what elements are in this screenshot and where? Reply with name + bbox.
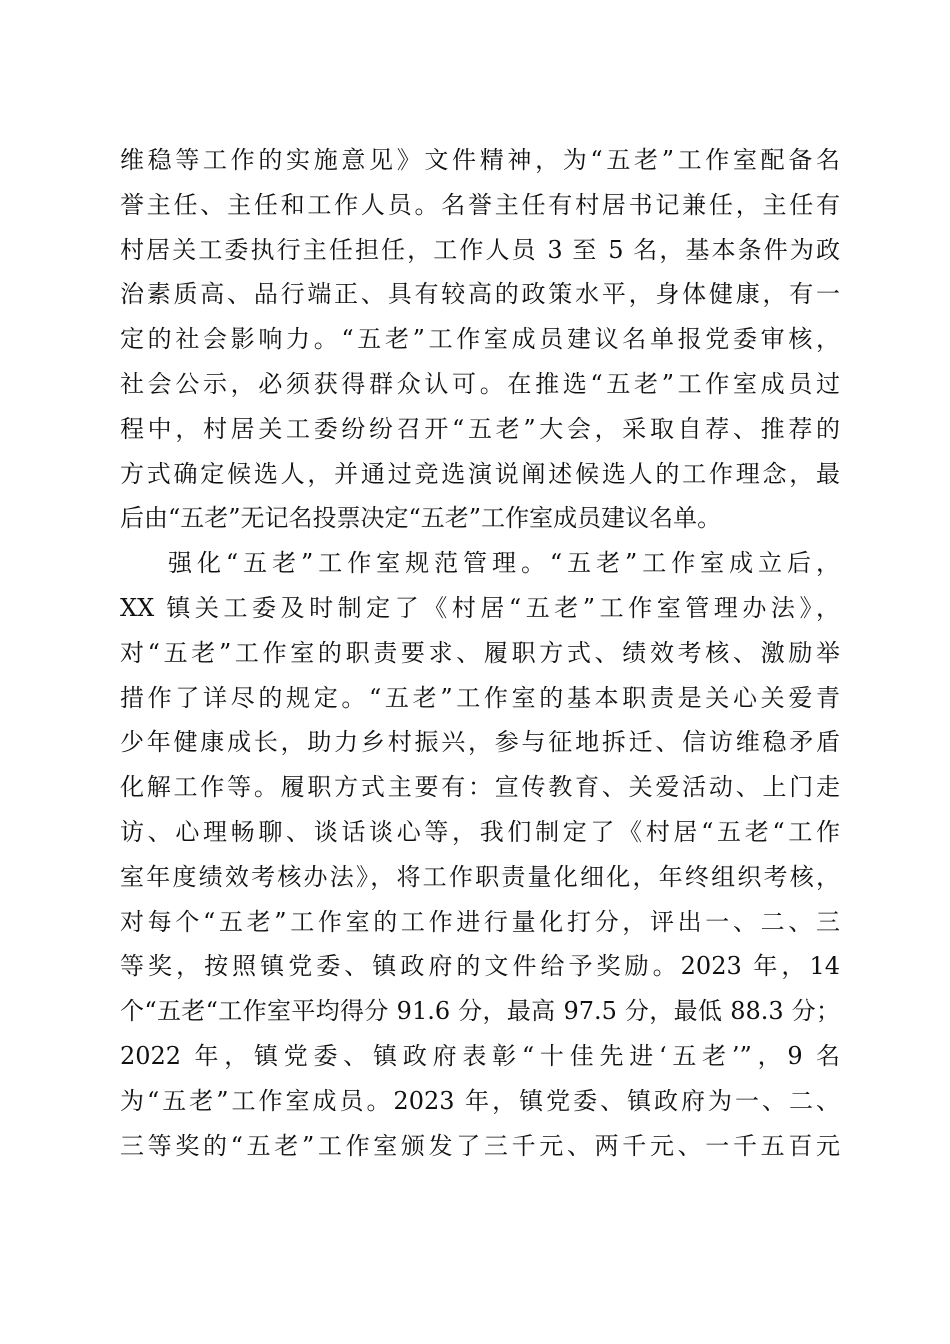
text-line: 维稳等工作的实施意见》文件精神，为“五老”工作室配备名 (120, 146, 840, 174)
text-line: XX 镇关工委及时制定了《村居“五老”工作室管理办法》， (120, 593, 840, 622)
text-line: 对“五老”工作室的职责要求、履职方式、绩效考核、激励举 (120, 638, 840, 667)
text-line: 方式确定候选人，并通过竞选演说阐述候选人的工作理念，最 (120, 459, 840, 488)
text-line: 2022 年，镇党委、镇政府表彰“十佳先进‘五老’”，9 名 (120, 1041, 840, 1070)
text-line: 誉主任、主任和工作人员。名誉主任有村居书记兼任，主任有 (120, 190, 840, 219)
paragraph-first-line: 强化“五老”工作室规范管理。“五老”工作室成立后， (168, 549, 840, 578)
text-line: 后由“五老”无记名投票决定“五老”工作室成员建议名单。 (120, 504, 722, 533)
text-line: 少年健康成长，助力乡村振兴，参与征地拆迁、信访维稳矛盾 (120, 728, 840, 757)
text-line: 社会公示，必须获得群众认可。在推选“五老”工作室成员过 (120, 369, 840, 398)
text-line: 等奖，按照镇党委、镇政府的文件给予奖励。2023 年，14 (120, 952, 840, 981)
text-line: 三等奖的“五老”工作室颁发了三千元、两千元、一千五百元 (120, 1131, 840, 1160)
text-line: 定的社会影响力。“五老”工作室成员建议名单报党委审核， (120, 325, 840, 354)
text-line: 访、心理畅聊、谈话谈心等，我们制定了《村居“五老“工作 (120, 817, 840, 846)
text-line: 措作了详尽的规定。“五老”工作室的基本职责是关心关爱青 (120, 683, 840, 712)
text-line: 为“五老”工作室成员。2023 年，镇党委、镇政府为一、二、 (120, 1086, 840, 1115)
text-line: 村居关工委执行主任担任，工作人员 3 至 5 名，基本条件为政 (120, 235, 840, 264)
text-line: 治素质高、品行端正、具有较高的政策水平，身体健康，有一 (120, 280, 840, 309)
text-line: 室年度绩效考核办法》，将工作职责量化细化，年终组织考核， (120, 862, 840, 891)
text-line: 个“五老“工作室平均得分 91.6 分，最高 97.5 分，最低 88.3 分； (120, 997, 840, 1026)
text-line: 对每个“五老”工作室的工作进行量化打分，评出一、二、三 (120, 907, 840, 936)
body-text (120, 138, 840, 1168)
text-line: 化解工作等。履职方式主要有：宣传教育、关爱活动、上门走 (120, 773, 840, 802)
text-line: 程中，村居关工委纷纷召开“五老”大会，采取自荐、推荐的 (120, 414, 840, 443)
